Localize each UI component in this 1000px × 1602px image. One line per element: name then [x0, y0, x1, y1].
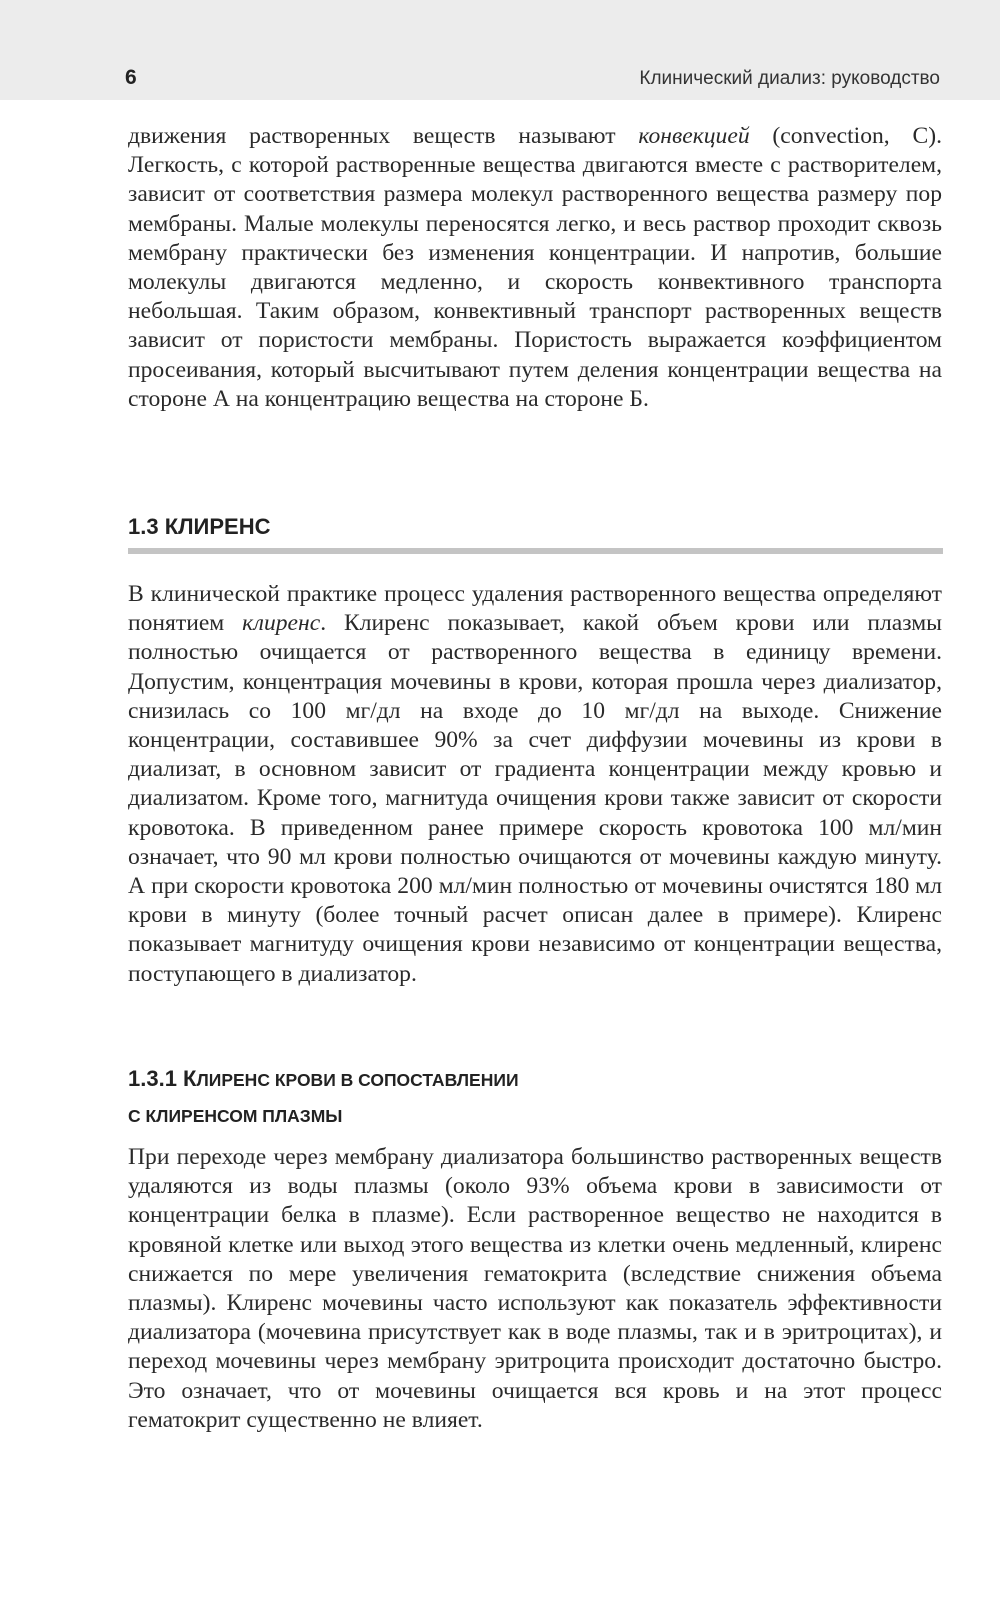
page-header — [0, 0, 1000, 100]
paragraph-text: (convection, C). Легкость, с которой растворенные вещества двигаются вместе с растворителем, зависит от соответствия размера молекул растворенного вещества размеру пор мембраны. Малые молекулы переносятся легко, и весь раствор проходит сквозь мембрану практически без изменения концентрации. И напротив, большие молекулы двигаются медленно, и скорость конвективного транспорта небольшая. Таким образом, конвективный транспорт растворенных веществ зависит от пористости мембраны. Пористость выражается коэффициентом просеивания, который высчитывают путем деления концентрации вещества на стороне А на концентрацию вещества на стороне Б. — [128, 123, 942, 412]
subsection-title-rest: ЛИРЕНС КРОВИ В СОПОСТАВЛЕНИИ — [196, 1070, 519, 1090]
body-paragraph-convection — [128, 122, 942, 414]
subsection-heading-line-1 — [128, 1064, 519, 1095]
paragraph-text: При переходе через мембрану диализатора большинство растворенных веществ удаляются из воды плазмы (около 93% объема крови в зависимости от концентрации белка в плазме). Если растворенное вещество не находится в кровяной клетке или выход этого вещества из клетки очень медленный, клиренс снижается по мере увеличения гематокрита (вследствие снижения объема плазмы). Клиренс мочевины часто используют как показатель эффективности диализатора (мочевина присутствует как в воде плазмы, так и в эритроцитах), и переход мочевины через мембрану эритроцита происходит достаточно быстро. Это означает, что от мочевины очищается вся кровь и на этот процесс гематокрит существенно не влияет. — [128, 1144, 942, 1433]
subsection-number: 1.3.1 — [128, 1066, 184, 1091]
term-clearance: клиренс — [242, 610, 321, 637]
running-title: Клинический диализ: руководство — [639, 68, 940, 89]
section-divider — [128, 548, 943, 554]
body-paragraph-clearance — [128, 580, 942, 989]
paragraph-text: . Клиренс показывает, какой объем крови или плазмы полностью очищается от растворенного вещества в единицу времени. Допустим, концентрация мочевины в крови, которая прошла через диализатор, снизилась со 100 мг/дл на входе до 10 мг/дл на выходе. Снижение концентрации, составившее 90% за счет диффузии мочевины из крови в диализат, в основном зависит от градиента концентрации между кровью и диализатом. Кроме того, магнитуда очищения крови также зависит от скорости кровотока. В приведенном ранее примере скорость кровотока 100 мл/мин означает, что 90 мл крови полностью очищаются от мочевины каждую минуту. А при скорости кровотока 200 мл/мин полностью от мочевины очистятся 180 мл крови в минуту (более точный расчет описан далее в примере). Клиренс показывает магнитуду очищения крови независимо от концентрации вещества, поступающего в диализатор. — [128, 610, 942, 987]
subsection-heading-line-2: С КЛИРЕНСОМ ПЛАЗМЫ — [128, 1106, 343, 1126]
paragraph-text: движения растворенных веществ называют — [128, 123, 639, 149]
term-convection: конвекцией — [638, 123, 750, 149]
subsection-heading-blood-vs-plasma — [128, 1064, 519, 1131]
body-paragraph-blood-clearance — [128, 1143, 942, 1435]
paragraph-text: В клинической практике процесс удаления растворенного вещества определяют понятием — [128, 581, 942, 637]
subsection-initial: К — [183, 1066, 197, 1091]
section-heading-clearance: 1.3 КЛИРЕНС — [128, 514, 271, 539]
page-number: 6 — [125, 66, 137, 89]
